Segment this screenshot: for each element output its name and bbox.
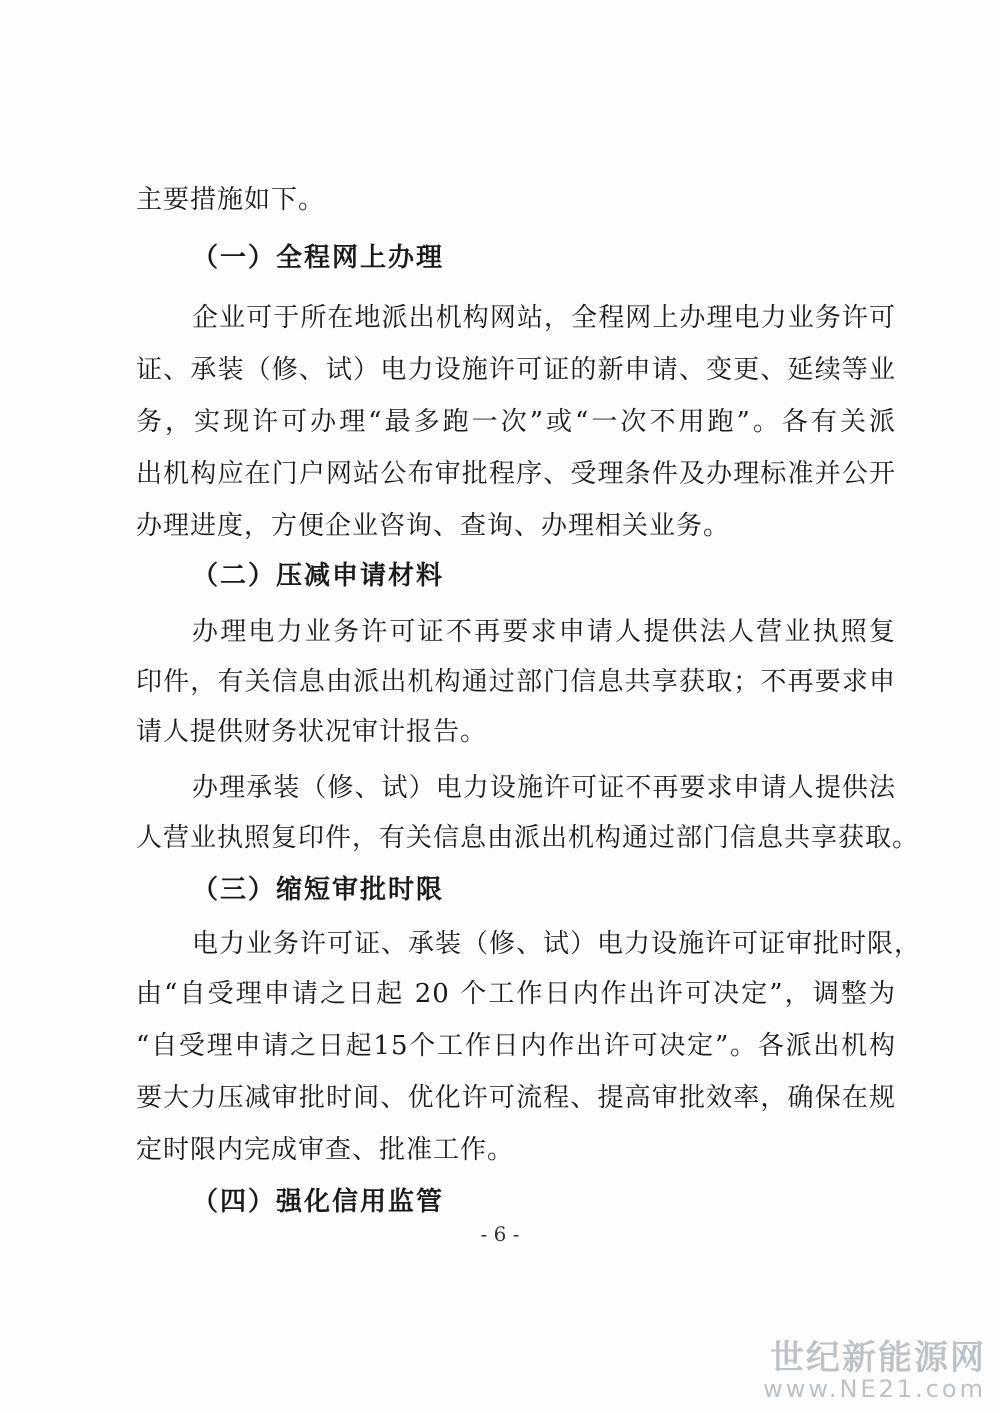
paragraph-line: 主要措施如下。 xyxy=(136,185,326,215)
paragraph-line: 办理进度，方便企业咨询、查询、办理相关业务。 xyxy=(136,511,731,541)
paragraph-line: 定时限内完成审查、批准工作。 xyxy=(136,1135,515,1165)
section-heading-4: （四）强化信用监管 xyxy=(192,1187,445,1217)
paragraph-line: 人营业执照复印件，有关信息由派出机构通过部门信息共享获取。 xyxy=(136,823,920,853)
paragraph-line: “自受理申请之日起15个工作日内作出许可决定”。各派出机构 xyxy=(136,1031,896,1061)
section-heading-3: （三）缩短审批时限 xyxy=(192,875,445,905)
paragraph-line: 企业可于所在地派出机构网站，全程网上办理电力业务许可 xyxy=(192,303,896,333)
paragraph-line: 出机构应在门户网站公布审批程序、受理条件及办理标准并公开 xyxy=(136,459,896,489)
site-watermark xyxy=(763,1330,986,1403)
section-heading-1: （一）全程网上办理 xyxy=(192,243,445,273)
paragraph-line: 务，实现许可办理“最多跑一次”或“一次不用跑”。各有关派 xyxy=(136,407,896,437)
paragraph-line: 电力业务许可证、承装（修、试）电力设施许可证审批时限， xyxy=(192,929,922,959)
page-number: - 6 - xyxy=(480,1222,520,1246)
paragraph-line: 办理电力业务许可证不再要求申请人提供法人营业执照复 xyxy=(192,617,896,647)
watermark-name: 世纪新能源网 xyxy=(770,1338,986,1378)
paragraph-line: 由“自受理申请之日起 20 个工作日内作出许可决定”，调整为 xyxy=(136,979,896,1009)
paragraph-line: 办理承装（修、试）电力设施许可证不再要求申请人提供法 xyxy=(192,773,896,803)
paragraph-line: 要大力压减审批时间、优化许可流程、提高审批效率，确保在规 xyxy=(136,1083,896,1113)
section-heading-2: （二）压减申请材料 xyxy=(192,561,445,591)
paragraph-line: 证、承装（修、试）电力设施许可证的新申请、变更、延续等业 xyxy=(136,355,896,385)
watermark-url: www.NE21.com xyxy=(763,1375,986,1403)
paragraph-line: 请人提供财务状况审计报告。 xyxy=(136,717,488,747)
paragraph-line: 印件，有关信息由派出机构通过部门信息共享获取；不再要求申 xyxy=(136,667,896,697)
